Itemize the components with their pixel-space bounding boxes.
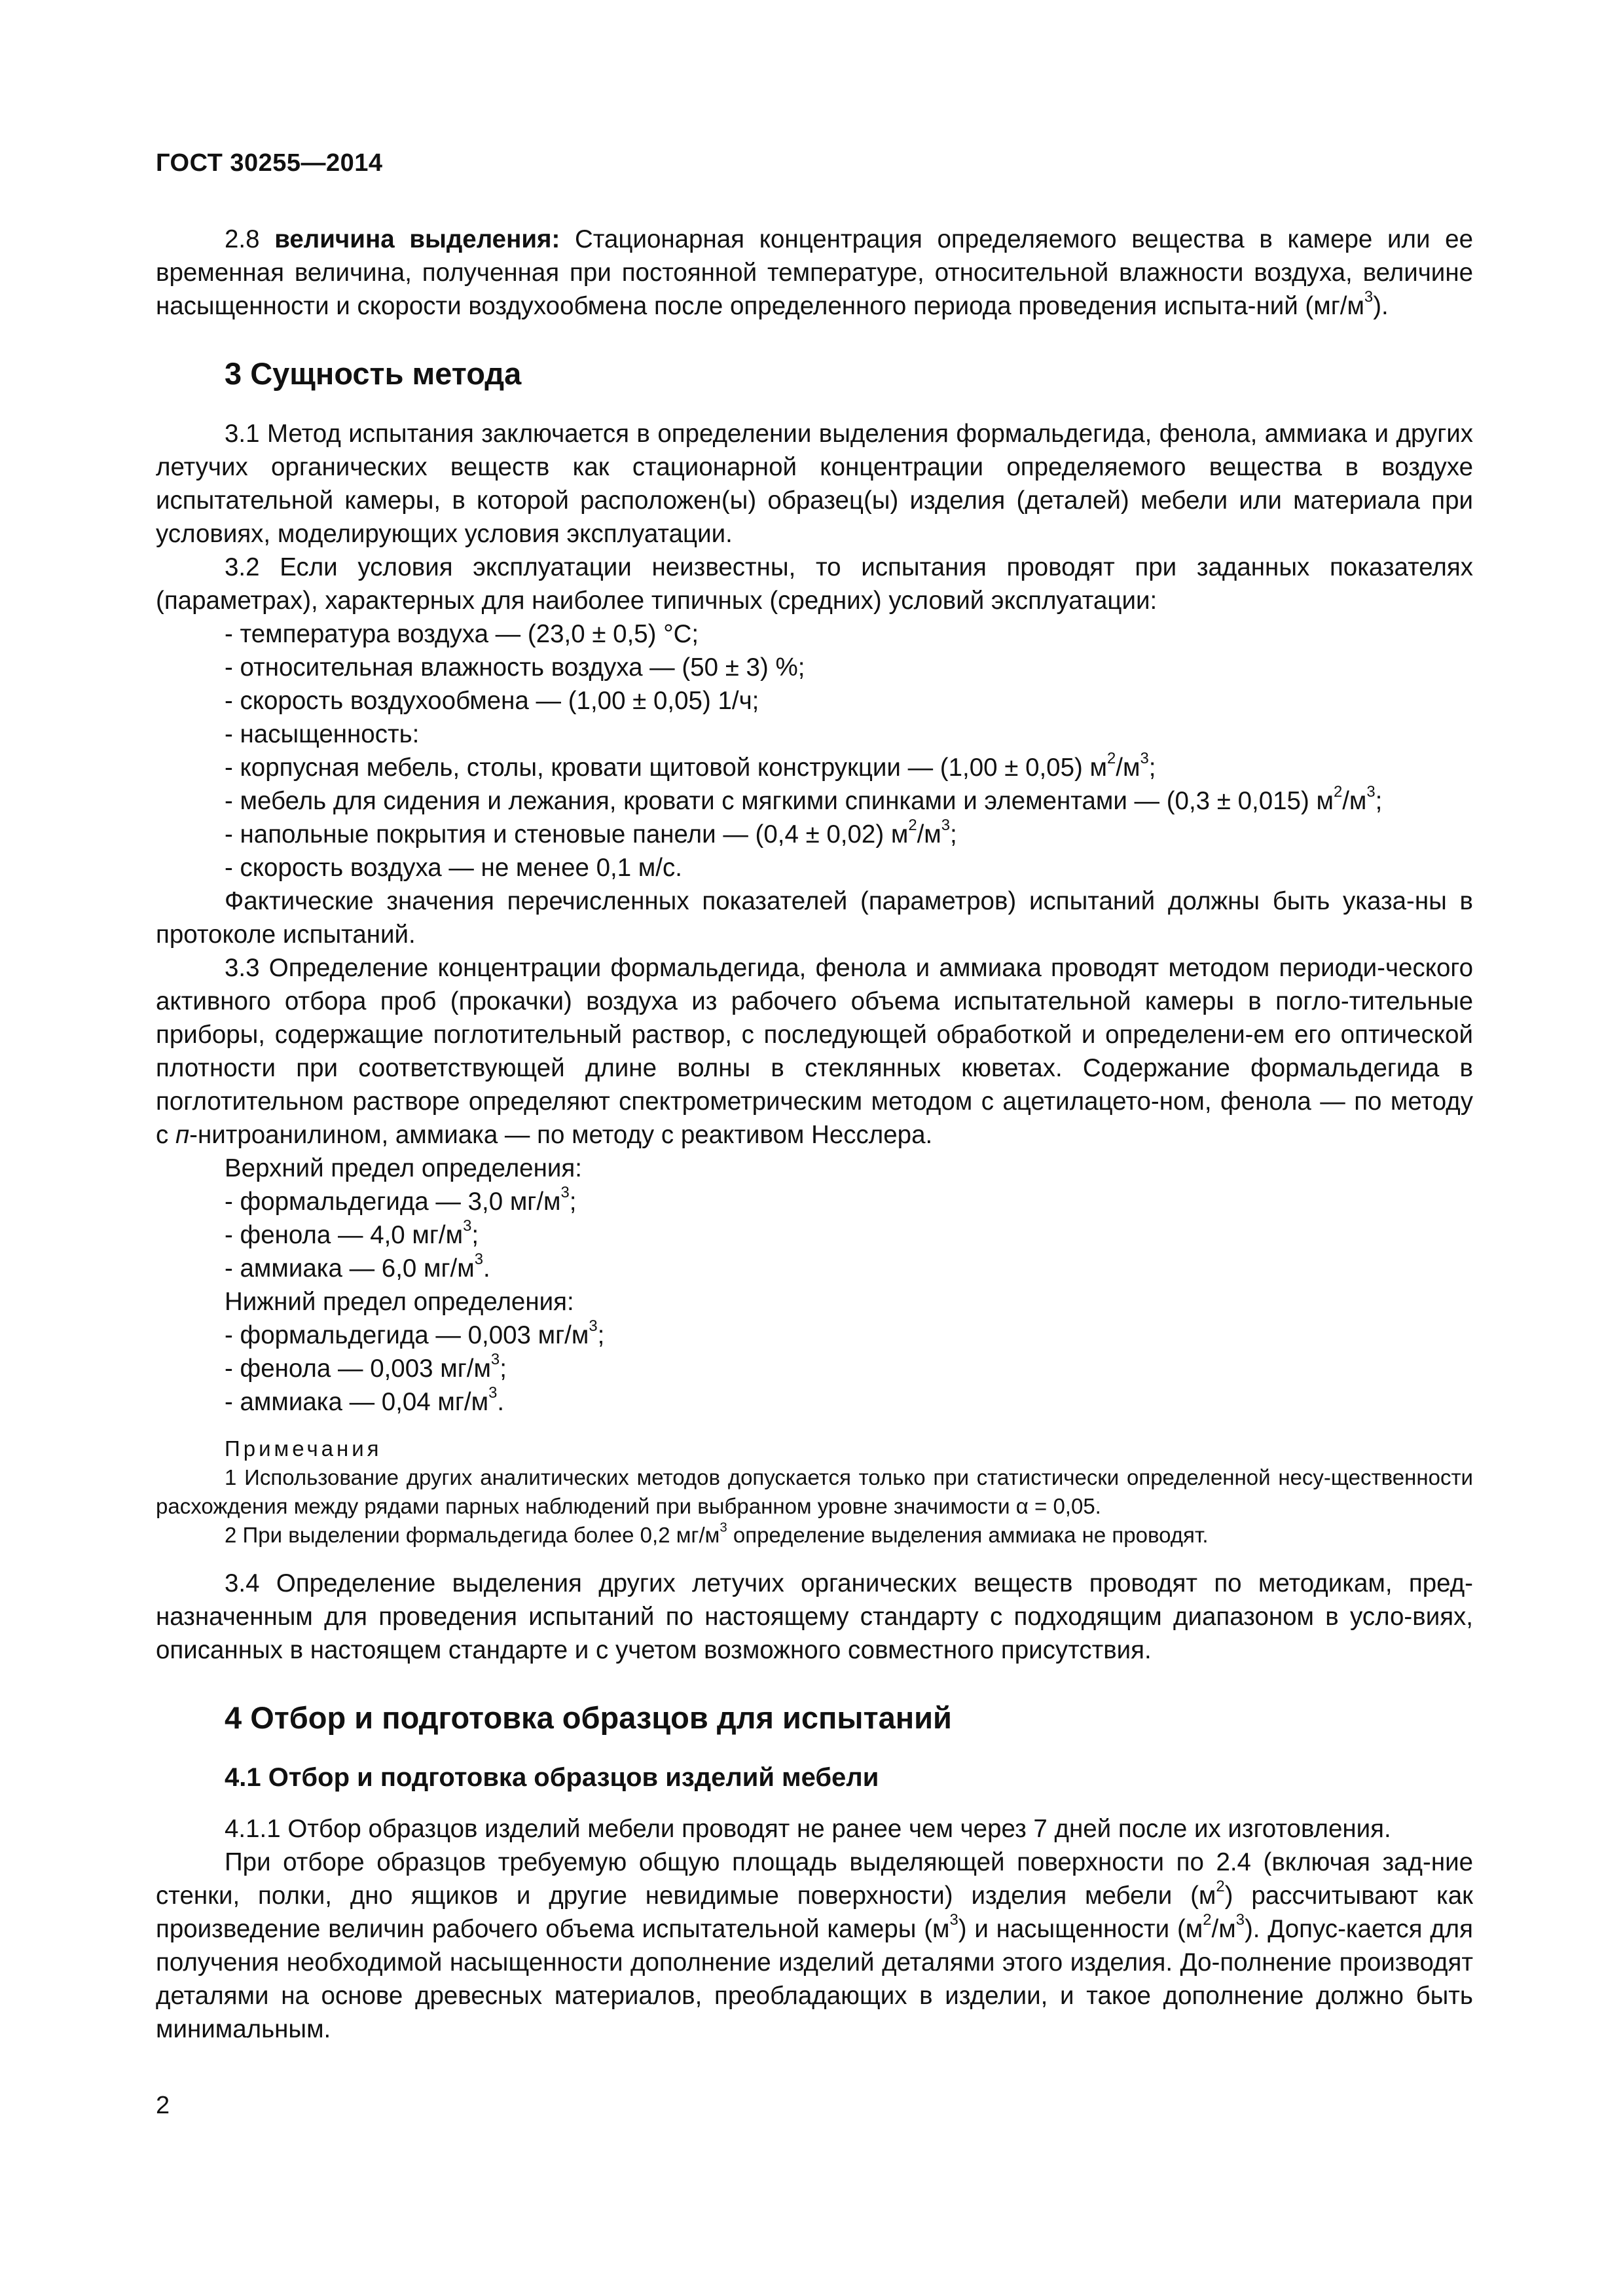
superscript: 3 bbox=[949, 1910, 958, 1929]
text-part: ; bbox=[1375, 787, 1383, 815]
text-part: ; bbox=[471, 1221, 479, 1249]
text-part: ) рассчитывают как произведение величин рабочего объема испытательной камеры (м bbox=[156, 1882, 1473, 1943]
superscript: 3 bbox=[1140, 749, 1149, 767]
superscript: 3 bbox=[463, 1216, 472, 1235]
paragraph-3-2: 3.2 Если условия эксплуатации неизвестны, то испытания проводят при заданных показателях (параметрах), характерных для наиболее типичных (средних) условий эксплуатации: bbox=[156, 553, 1473, 615]
note-2 bbox=[156, 1521, 1473, 1550]
text-part: - фенола — 0,003 мг/м bbox=[225, 1355, 491, 1383]
paragraph-actual-values: Фактические значения перечисленных показателей (параметров) испытаний должны быть указа-ны в протоколе испытаний. bbox=[156, 887, 1473, 949]
text-part: . bbox=[497, 1388, 505, 1416]
superscript: 3 bbox=[589, 1317, 598, 1335]
document-header: ГОСТ 30255—2014 bbox=[156, 149, 383, 177]
list-item-seating-furniture bbox=[156, 784, 1473, 818]
text-part: - мебель для сидения и лежания, кровати с мягкими спинками и элементами — (0,3 ± 0,015) м bbox=[225, 787, 1334, 815]
superscript: 2 bbox=[1216, 1877, 1225, 1895]
lower-limit-formaldehyde bbox=[156, 1319, 1473, 1352]
upper-limit-formaldehyde bbox=[156, 1185, 1473, 1218]
text-part: ; bbox=[569, 1188, 577, 1216]
superscript: 2 bbox=[1333, 782, 1343, 801]
superscript: 3 bbox=[1364, 287, 1374, 306]
superscript: 3 bbox=[720, 1520, 727, 1535]
text-part: - аммиака — 0,04 мг/м bbox=[225, 1388, 489, 1416]
text-part: - фенола — 4,0 мг/м bbox=[225, 1221, 464, 1249]
text-part: ; bbox=[597, 1321, 605, 1349]
text-part: ) и насыщенности (м bbox=[958, 1915, 1203, 1943]
upper-limit-title: Верхний предел определения: bbox=[225, 1154, 582, 1182]
paragraph-3-4: 3.4 Определение выделения других летучих органических веществ проводят по методикам, пред-назначенным для проведения испытаний по настоящему стандарту с подходящим диапазоном в усло-виях, описанных в настоящем стандарте и с учетом возможного совместного присутствия. bbox=[156, 1569, 1473, 1664]
text-part: - формальдегида — 3,0 мг/м bbox=[225, 1188, 561, 1216]
text-part: /м bbox=[1116, 754, 1140, 782]
text-part: - аммиака — 6,0 мг/м bbox=[225, 1254, 475, 1283]
superscript: 3 bbox=[560, 1183, 570, 1201]
paragraph-3-1: 3.1 Метод испытания заключается в определении выделения формальдегида, фенола, аммиака и других летучих органических веществ как стационарной концентрации определяемого вещества в воздухе испытательной камеры, в которой расположен(ы) образец(ы) изделия (деталей) мебели или материала при условиях, моделирующих условия эксплуатации. bbox=[156, 420, 1473, 548]
list-item-floor-coverings bbox=[156, 818, 1473, 851]
list-item-humidity: - относительная влажность воздуха — (50 ± 3) %; bbox=[225, 653, 805, 682]
text-part: определение выделения аммиака не проводят. bbox=[727, 1523, 1209, 1547]
text-part: При отборе образцов требуемую общую площадь выделяющей поверхности по 2.4 (включая зад-ние стенки, полки, дно ящиков и другие невидимые поверхности) изделия мебели (м bbox=[156, 1848, 1473, 1910]
subsection-4-1-heading: 4.1 Отбор и подготовка образцов изделий мебели bbox=[225, 1763, 879, 1792]
notes-title: Примечания bbox=[225, 1436, 382, 1461]
text-part: ; bbox=[1148, 754, 1156, 782]
list-item-air-exchange: - скорость воздухообмена — (1,00 ± 0,05) 1/ч; bbox=[225, 687, 759, 715]
section-4-heading: 4 Отбор и подготовка образцов для испытаний bbox=[225, 1700, 952, 1735]
text-part: ). Допус-кается для получения необходимой насыщенности дополнение изделий деталями этого изделия. До-полнение производят деталями на основе древесных материалов, преобладающих в изделии, и такое дополнение должно быть минимальным. bbox=[156, 1915, 1473, 2043]
text-part: 3.3 Определение концентрации формальдегида, фенола и аммиака проводят методом периоди-ческого активного отбора проб (прокачки) воздуха из рабочего объема испытательной камеры в погло-тительные приборы, содержащие поглотительный раствор, с последующей обработкой и определени-ем его оптической плотности при соответствующей длине волны в стеклянных кюветах. Содержание формальдегида в поглотительном растворе определяют спектрометрическим методом с ацетилацето-ном, фенола — по методу с bbox=[156, 954, 1473, 1149]
list-item-cabinet-furniture bbox=[156, 751, 1473, 784]
lower-limit-ammonia bbox=[156, 1385, 1473, 1419]
paragraph-4-1-1: 4.1.1 Отбор образцов изделий мебели проводят не ранее чем через 7 дней после их изготовления. bbox=[225, 1815, 1391, 1843]
lower-limit-phenol bbox=[156, 1352, 1473, 1385]
term-definition: величина выделения: bbox=[274, 225, 560, 253]
upper-limit-ammonia bbox=[156, 1252, 1473, 1285]
upper-limit-phenol bbox=[156, 1218, 1473, 1252]
superscript: 3 bbox=[1235, 1910, 1245, 1929]
superscript: 2 bbox=[1107, 749, 1116, 767]
italic-prefix: п bbox=[175, 1121, 190, 1149]
superscript: 2 bbox=[1203, 1910, 1212, 1929]
list-item-air-speed: - скорость воздуха — не менее 0,1 м/с. bbox=[225, 854, 682, 882]
superscript: 3 bbox=[1366, 782, 1376, 801]
list-item-temperature: - температура воздуха — (23,0 ± 0,5) °С; bbox=[225, 620, 699, 648]
superscript: 3 bbox=[490, 1350, 500, 1368]
section-3-heading: 3 Сущность метода bbox=[225, 356, 522, 391]
paragraph-2-8 bbox=[156, 223, 1473, 323]
text-part: /м bbox=[917, 820, 941, 848]
definition-tail: ). bbox=[1373, 292, 1389, 320]
text-part: -нитроанилином, аммиака — по методу с реактивом Несслера. bbox=[189, 1121, 933, 1149]
superscript: 3 bbox=[941, 816, 951, 834]
definition-text: Стационарная концентрация определяемого вещества в камере или ее временная величина, полученная при постоянной температуре, относительной влажности воздуха, величине насыщенности и скорости воздухообмена после определенного периода проведения испыта-ний (мг/м bbox=[156, 225, 1474, 320]
superscript: 2 bbox=[908, 816, 917, 834]
list-item-saturation: - насыщенность: bbox=[225, 720, 420, 748]
paragraph-3-3 bbox=[156, 951, 1473, 1152]
text-part: - формальдегида — 0,003 мг/м bbox=[225, 1321, 589, 1349]
superscript: 3 bbox=[474, 1250, 483, 1268]
text-part: 2 При выделении формальдегида более 0,2 мг/м bbox=[225, 1523, 720, 1547]
note-1: 1 Использование других аналитических методов допускается только при статистически определенной несу-щественности расхождения между рядами парных наблюдений при выбранном уровне значимости α = 0,05. bbox=[156, 1465, 1473, 1518]
clause-number: 2.8 bbox=[225, 225, 260, 253]
text-part: ; bbox=[500, 1355, 507, 1383]
text-part: /м bbox=[1342, 787, 1367, 815]
text-part: . bbox=[483, 1254, 490, 1283]
text-part: - напольные покрытия и стеновые панели — (0,4 ± 0,02) м bbox=[225, 820, 909, 848]
document-body bbox=[156, 223, 1473, 2046]
text-part: /м bbox=[1211, 1915, 1236, 1943]
text-part: - корпусная мебель, столы, кровати щитовой конструкции — (1,00 ± 0,05) м bbox=[225, 754, 1107, 782]
lower-limit-title: Нижний предел определения: bbox=[225, 1288, 574, 1316]
paragraph-sample-area bbox=[156, 1846, 1473, 2046]
superscript: 3 bbox=[488, 1383, 498, 1402]
page-number: 2 bbox=[156, 2092, 170, 2119]
text-part: ; bbox=[950, 820, 957, 848]
